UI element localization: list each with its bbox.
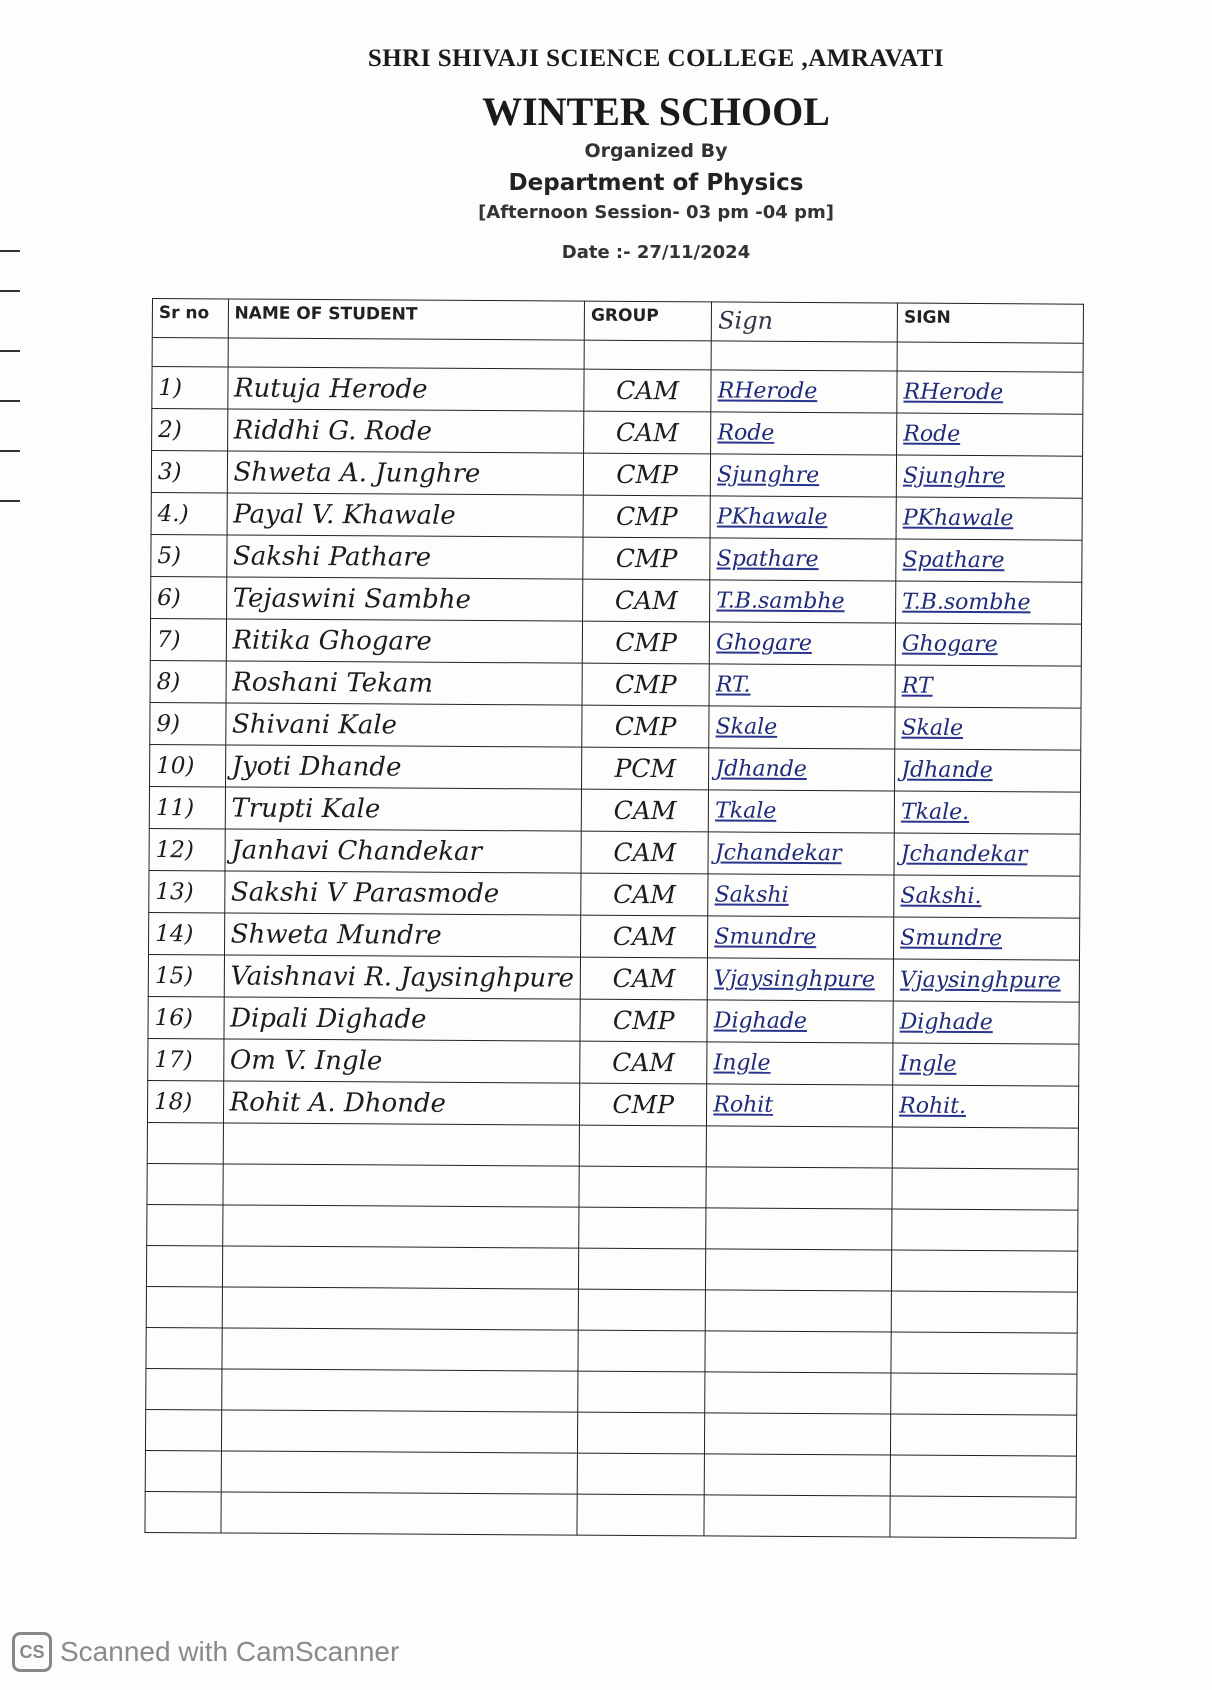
empty-cell <box>579 1166 706 1208</box>
student-group: CMP <box>583 495 710 538</box>
attendance-table <box>144 298 1084 1539</box>
signature-2: Dighade <box>893 1001 1079 1044</box>
sr-number: 14) <box>148 912 224 954</box>
table-row <box>150 618 1081 666</box>
student-name: Janhavi Chandekar <box>225 829 582 873</box>
signature-1: Rohit <box>707 1084 893 1127</box>
empty-cell <box>704 1495 890 1537</box>
sr-number: 3) <box>151 451 227 493</box>
empty-cell <box>221 1451 578 1494</box>
empty-cell <box>891 1414 1077 1456</box>
header-sr-no: Sr no <box>152 299 228 338</box>
empty-cell <box>892 1209 1078 1251</box>
signature-1: PKhawale <box>710 496 896 539</box>
sr-number: 4.) <box>151 492 227 534</box>
table-row <box>149 786 1080 834</box>
student-name: Rutuja Herode <box>227 367 584 411</box>
student-name: Ritika Ghogare <box>226 619 583 663</box>
student-group: PCM <box>582 747 709 790</box>
empty-cell <box>705 1331 891 1373</box>
sr-number: 9) <box>150 702 226 744</box>
organized-by-label: Organized By <box>584 140 728 162</box>
signature-1: Skale <box>709 706 895 749</box>
student-group: CMP <box>583 537 710 580</box>
empty-cell <box>891 1373 1077 1415</box>
empty-cell <box>578 1289 705 1331</box>
signature-1: Sakshi <box>708 874 894 917</box>
empty-row <box>145 1450 1076 1497</box>
student-name: Jyoti Dhande <box>225 745 582 789</box>
student-group: CAM <box>581 873 708 916</box>
empty-row <box>145 1409 1076 1456</box>
student-name: Shivani Kale <box>225 703 582 747</box>
department-name: Department of Physics <box>508 170 804 196</box>
table-row <box>151 492 1082 540</box>
student-group: CMP <box>580 1083 707 1126</box>
empty-cell <box>705 1413 891 1455</box>
student-name: Riddhi G. Rode <box>227 409 584 453</box>
empty-cell <box>147 1122 223 1163</box>
empty-cell <box>892 1127 1078 1169</box>
signature-1: RHerode <box>711 370 897 413</box>
camscanner-watermark <box>12 1632 399 1672</box>
table-header-row <box>152 299 1083 344</box>
table-row <box>151 576 1082 624</box>
empty-cell <box>146 1286 222 1327</box>
student-group: CMP <box>582 705 709 748</box>
student-group: CMP <box>582 663 709 706</box>
signature-1: Rode <box>711 412 897 455</box>
signature-2: RT <box>895 665 1081 708</box>
empty-cell <box>891 1291 1077 1333</box>
table-row <box>150 744 1081 792</box>
student-name: Trupti Kale <box>225 787 582 831</box>
student-name: Rohit A. Dhonde <box>223 1081 580 1125</box>
empty-cell <box>221 1492 578 1535</box>
sr-number: 5) <box>151 534 227 576</box>
empty-cell <box>892 1250 1078 1292</box>
empty-row <box>147 1163 1078 1210</box>
sr-number: 12) <box>149 828 225 870</box>
student-group: CAM <box>581 789 708 832</box>
student-name: Shweta Mundre <box>224 913 581 957</box>
empty-cell <box>579 1207 706 1249</box>
empty-cell <box>706 1208 892 1250</box>
table-row <box>148 1038 1079 1086</box>
student-group: CAM <box>580 1041 707 1084</box>
empty-cell <box>578 1412 705 1454</box>
signature-2: Vjaysinghpure <box>893 959 1079 1002</box>
table-row <box>148 912 1079 960</box>
student-group: CAM <box>584 411 711 454</box>
student-name: Om V. Ingle <box>223 1039 580 1083</box>
signature-1: Ingle <box>707 1042 893 1085</box>
empty-cell <box>579 1248 706 1290</box>
student-name: Dipali Dighade <box>224 997 581 1041</box>
empty-cell <box>705 1290 891 1332</box>
empty-row <box>147 1122 1078 1169</box>
table-row <box>150 702 1081 750</box>
header-group: GROUP <box>584 301 711 341</box>
signature-2: Ingle <box>893 1043 1079 1086</box>
signature-1: Vjaysinghpure <box>707 958 893 1001</box>
sr-number: 16) <box>148 996 224 1038</box>
signature-1: Sjunghre <box>711 454 897 497</box>
empty-cell <box>577 1494 704 1536</box>
signature-2: RHerode <box>897 371 1083 414</box>
empty-cell <box>706 1249 892 1291</box>
signature-2: Rohit. <box>893 1085 1079 1128</box>
signature-2: Skale <box>895 707 1081 750</box>
signature-2: Tkale. <box>894 791 1080 834</box>
empty-cell <box>222 1246 579 1289</box>
header-sign: SIGN <box>897 303 1083 343</box>
signature-2: Sjunghre <box>896 455 1082 498</box>
scanner-text: Scanned with CamScanner <box>60 1636 400 1667</box>
signature-2: Spathare <box>896 539 1082 582</box>
empty-row <box>146 1368 1077 1415</box>
signature-2: Rode <box>897 413 1083 456</box>
signature-1: Spathare <box>710 538 896 581</box>
empty-cell <box>223 1164 580 1207</box>
signature-1: Jchandekar <box>708 832 894 875</box>
empty-cell <box>704 1454 890 1496</box>
student-group: CMP <box>582 621 709 664</box>
sr-number: 17) <box>148 1038 224 1080</box>
empty-cell <box>578 1330 705 1372</box>
student-name: Shweta A. Junghre <box>227 451 584 495</box>
camscanner-logo-icon: CS <box>12 1632 52 1672</box>
empty-cell <box>577 1453 704 1495</box>
table-row <box>149 828 1080 876</box>
sr-number: 2) <box>152 409 228 451</box>
student-group: CAM <box>580 957 707 1000</box>
student-group: CAM <box>581 915 708 958</box>
empty-row <box>146 1327 1077 1374</box>
empty-cell <box>146 1368 222 1409</box>
student-name: Sakshi Pathare <box>226 535 583 579</box>
sr-number: 6) <box>151 576 227 618</box>
student-name: Roshani Tekam <box>226 661 583 705</box>
signature-1: RT. <box>709 664 895 707</box>
signature-1: Ghogare <box>710 622 896 665</box>
sr-number: 15) <box>148 954 224 996</box>
empty-cell <box>145 1450 221 1491</box>
signature-1: Smundre <box>708 916 894 959</box>
signature-2: Ghogare <box>895 623 1081 666</box>
empty-row <box>147 1204 1078 1251</box>
signature-2: Jdhande <box>895 749 1081 792</box>
sr-number: 10) <box>150 744 226 786</box>
table-row <box>147 1080 1078 1128</box>
student-group: CMP <box>580 999 707 1042</box>
empty-cell <box>579 1125 706 1167</box>
empty-cell <box>891 1332 1077 1374</box>
empty-row <box>145 1491 1076 1538</box>
student-name: Tejaswini Sambhe <box>226 577 583 621</box>
sr-number: 7) <box>150 618 226 660</box>
header-sign-handwritten: Sign <box>711 302 897 342</box>
empty-cell <box>890 1496 1076 1538</box>
empty-cell <box>578 1371 705 1413</box>
table-row <box>150 660 1081 708</box>
student-rows <box>145 367 1083 1539</box>
signature-1: Jdhande <box>709 748 895 791</box>
sr-number: 1) <box>152 367 228 409</box>
session-time: [Afternoon Session- 03 pm -04 pm] <box>478 202 834 223</box>
table-row <box>151 534 1082 582</box>
empty-cell <box>222 1287 579 1330</box>
empty-cell <box>221 1410 578 1453</box>
empty-cell <box>706 1126 892 1168</box>
empty-cell <box>145 1409 221 1450</box>
table-row <box>152 367 1083 415</box>
sr-number: 13) <box>149 870 225 912</box>
student-name: Sakshi V Parasmode <box>224 871 581 915</box>
sr-number: 8) <box>150 660 226 702</box>
empty-cell <box>890 1455 1076 1497</box>
empty-cell <box>147 1204 223 1245</box>
table-row <box>149 870 1080 918</box>
table-row <box>148 954 1079 1002</box>
signature-1: Tkale <box>708 790 894 833</box>
empty-cell <box>222 1205 579 1248</box>
signature-1: Dighade <box>707 1000 893 1043</box>
table-row <box>148 996 1079 1044</box>
page-edge-marks <box>0 250 24 950</box>
college-name: SHRI SHIVAJI SCIENCE COLLEGE ,AMRAVATI <box>367 45 945 72</box>
header-name-of-student: NAME OF STUDENT <box>228 299 585 340</box>
event-title: WINTER SCHOOL <box>482 89 830 134</box>
signature-2: Smundre <box>894 917 1080 960</box>
student-group: CAM <box>581 831 708 874</box>
empty-cell <box>221 1369 578 1412</box>
empty-cell <box>147 1163 223 1204</box>
signature-1: T.B.sambhe <box>710 580 896 623</box>
session-date: Date :- 27/11/2024 <box>561 242 751 263</box>
empty-cell <box>892 1168 1078 1210</box>
signature-2: Sakshi. <box>894 875 1080 918</box>
signature-2: Jchandekar <box>894 833 1080 876</box>
sr-number: 11) <box>149 786 225 828</box>
student-group: CAM <box>583 579 710 622</box>
student-name: Payal V. Khawale <box>227 493 584 537</box>
student-group: CMP <box>583 453 710 496</box>
empty-cell <box>706 1167 892 1209</box>
table-row <box>151 451 1082 499</box>
empty-cell <box>145 1491 221 1532</box>
signature-2: PKhawale <box>896 497 1082 540</box>
student-name: Vaishnavi R. Jaysinghpure <box>224 955 581 999</box>
signature-2: T.B.sombhe <box>896 581 1082 624</box>
empty-row <box>146 1286 1077 1333</box>
empty-cell <box>146 1245 222 1286</box>
empty-row <box>146 1245 1077 1292</box>
student-group: CAM <box>584 369 711 412</box>
empty-cell <box>705 1372 891 1414</box>
empty-cell <box>146 1327 222 1368</box>
empty-cell <box>222 1328 579 1371</box>
empty-cell <box>223 1123 580 1166</box>
table-row <box>152 409 1083 457</box>
sr-number: 18) <box>147 1080 223 1122</box>
